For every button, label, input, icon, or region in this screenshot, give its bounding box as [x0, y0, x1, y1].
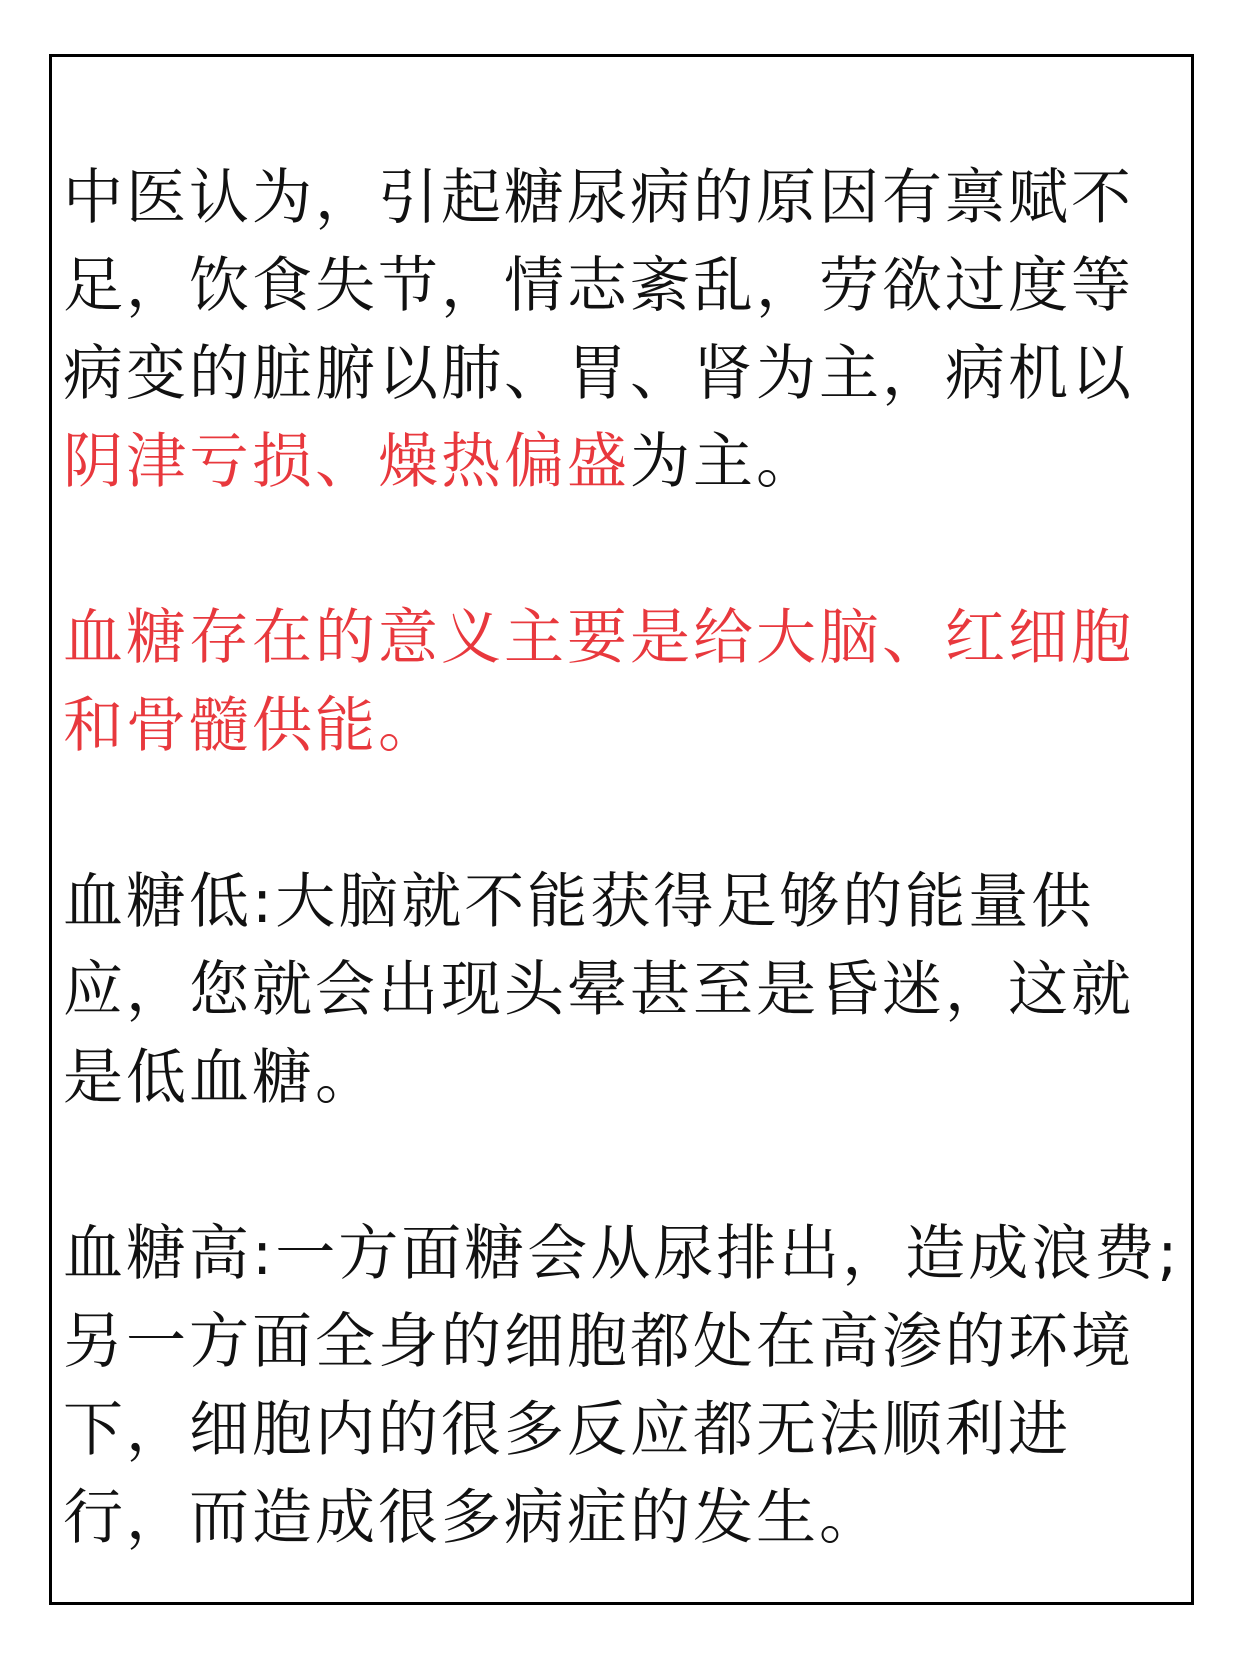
article-body — [63, 154, 1183, 1562]
paragraph-tcm-cause-tail: 为主。 — [630, 427, 819, 497]
paragraph-tcm-cause-text: 中医认为，引起糖尿病的原因有禀赋不足，饮食失节，情志紊乱，劳欲过度等病变的脏腑以肺、胃、肾为主，病机以 — [63, 163, 1134, 409]
paragraph-glucose-purpose: 血糖存在的意义主要是给大脑、红细胞和骨髓供能。 — [63, 603, 1134, 761]
paragraph-tcm-cause — [63, 154, 1183, 506]
highlight-pathogenesis: 阴津亏损、燥热偏盛 — [63, 427, 630, 497]
paragraph-high-glucose: 血糖高:一方面糖会从尿排出，造成浪费;另一方面全身的细胞都处在高渗的环境下，细胞内的很多反应都无法顺利进行，而造成很多病症的发生。 — [63, 1219, 1181, 1553]
paragraph-low-glucose: 血糖低:大脑就不能获得足够的能量供应，您就会出现头晕甚至是昏迷，这就是低血糖。 — [63, 867, 1134, 1113]
